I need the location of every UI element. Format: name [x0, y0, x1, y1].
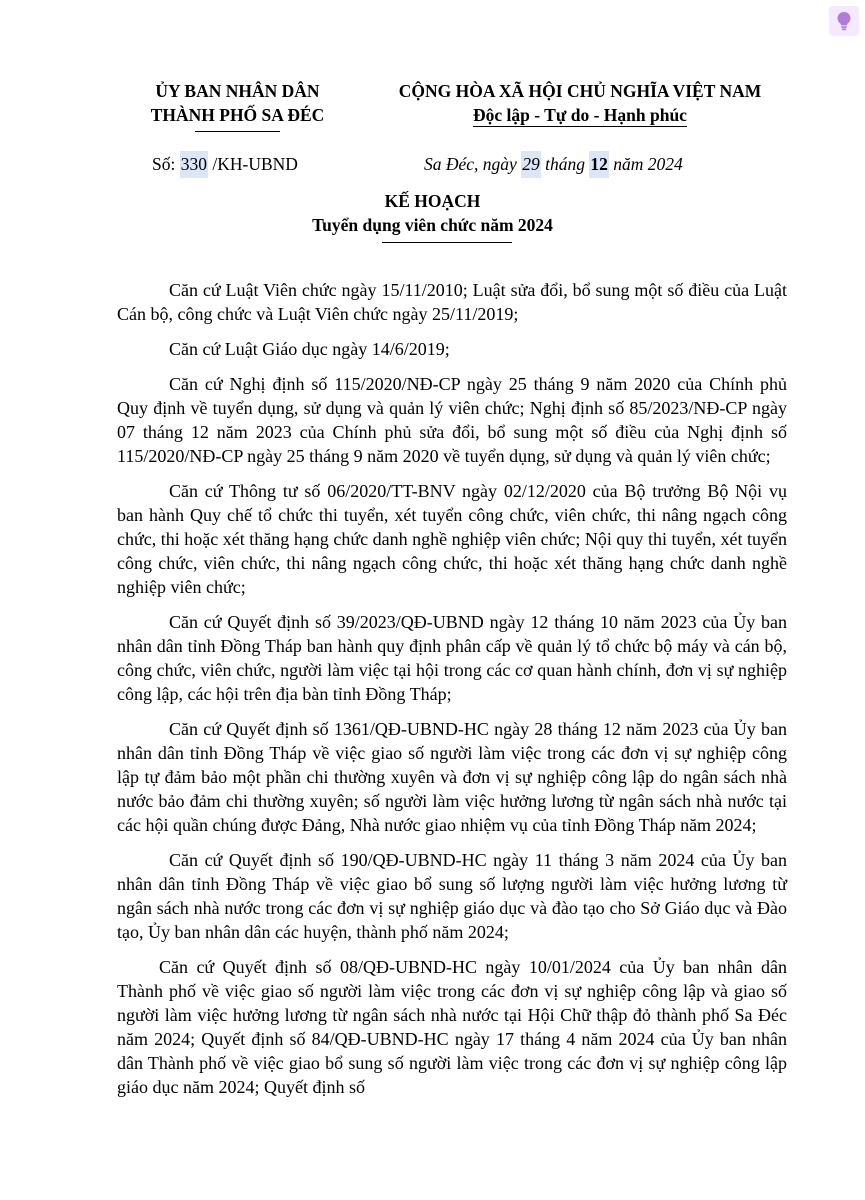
nation-name: CỘNG HÒA XÃ HỘI CHỦ NGHĨA VIỆT NAM [398, 81, 762, 101]
doc-number-suffix: /KH-UBND [207, 154, 298, 174]
doc-number-value: 330 [180, 151, 208, 178]
lightbulb-button[interactable] [829, 6, 859, 36]
legal-basis-paragraph: Căn cứ Quyết định số 39/2023/QĐ-UBND ngày 12 tháng 10 năm 2023 của Ủy ban nhân dân tỉnh Đồng Tháp ban hành quy định phân cấp về quản lý tổ chức bộ máy và cán bộ, công chức, viên chức, người làm việc tại hội trong các cơ quan hành chính, đơn vị sự nghiệp công lập, các hội trên địa bàn tỉnh Đồng Tháp; [117, 612, 787, 704]
legal-basis-paragraph: Căn cứ Quyết định số 1361/QĐ-UBND-HC ngày 28 tháng 12 năm 2023 của Ủy ban nhân dân tỉnh Đồng Tháp về việc giao số người làm việc trong các đơn vị sự nghiệp công lập tự đảm bảo một phần chi thường xuyên và đơn vị sự nghiệp công lập do ngân sách nhà nước bảo đảm chi thường xuyên; số người làm việc hưởng lương từ ngân sách nhà nước tại các hội quần chúng được Đảng, Nhà nước giao nhiệm vụ của tỉnh Đồng Tháp năm 2024; [117, 719, 787, 835]
legal-basis-paragraph: Căn cứ Luật Viên chức ngày 15/11/2010; Luật sửa đổi, bổ sung một số điều của Luật Cán bộ, công chức và Luật Viên chức ngày 25/11/2019; [117, 280, 787, 324]
agency-underline [195, 131, 280, 132]
legal-basis-paragraph: Căn cứ Nghị định số 115/2020/NĐ-CP ngày 25 tháng 9 năm 2020 của Chính phủ Quy định về tuyển dụng, sử dụng và quản lý viên chức; Nghị định số 85/2023/NĐ-CP ngày 07 tháng 12 năm 2023 của Chính phủ sửa đổi, bổ sung một số điều của Nghị định số 115/2020/NĐ-CP ngày 25 tháng 9 năm 2020 về tuyển dụng, sử dụng và quản lý viên chức; [117, 374, 787, 466]
agency-line-2: THÀNH PHỐ SA ĐÉC [150, 105, 325, 125]
issuing-agency [130, 79, 345, 127]
document-body [117, 278, 787, 1110]
legal-basis-paragraph: Căn cứ Thông tư số 06/2020/TT-BNV ngày 02/12/2020 của Bộ trưởng Bộ Nội vụ ban hành Quy chế tổ chức thi tuyển, xét tuyển công chức, viên chức, thi nâng ngạch công chức, thi hoặc xét thăng hạng chức danh nghề nghiệp viên chức; Nội quy thi tuyển, xét tuyển công chức, viên chức, thi nâng ngạch công chức, thi hoặc xét thăng hạng chức danh nghề nghiệp viên chức; [117, 481, 787, 597]
legal-basis-paragraph: Căn cứ Luật Giáo dục ngày 14/6/2019; [169, 339, 450, 359]
legal-basis-paragraph: Căn cứ Quyết định số 08/QĐ-UBND-HC ngày 10/01/2024 của Ủy ban nhân dân Thành phố về việc giao số người làm việc trong các đơn vị sự nghiệp công lập và giao số người làm việc hưởng lương từ ngân sách nhà nước tại Hội Chữ thập đỏ thành phố Sa Đéc năm 2024; Quyết định số 84/QĐ-UBND-HC ngày 17 tháng 4 năm 2024 của Ủy ban nhân dân Thành phố về việc giao bổ sung số người làm việc trong các đơn vị sự nghiệp công lập giáo dục năm 2024; Quyết định số [117, 957, 787, 1097]
title-underline [382, 242, 512, 243]
document-title: KẾ HOẠCH [384, 191, 481, 211]
date-year: năm 2024 [608, 154, 683, 174]
doc-number-prefix: Số: [152, 154, 180, 174]
lightbulb-icon [836, 11, 852, 31]
agency-line-1: ỦY BAN NHÂN DÂN [155, 81, 320, 101]
document-subtitle: Tuyển dụng viên chức năm 2024 [312, 215, 553, 235]
national-header [368, 79, 792, 127]
document-number [152, 152, 298, 176]
date-month: 12 [589, 151, 609, 178]
national-motto: Độc lập - Tự do - Hạnh phúc [473, 105, 687, 125]
legal-basis-paragraph: Căn cứ Quyết định số 190/QĐ-UBND-HC ngày 11 tháng 3 năm 2024 của Ủy ban nhân dân tỉnh Đồng Tháp về việc giao bổ sung số lượng người làm việc hưởng lương từ ngân sách nhà nước trong các đơn vị sự nghiệp giáo dục và đào tạo cho Sở Giáo dục và Đào tạo, Ủy ban nhân dân các huyện, thành phố năm 2024; [117, 850, 787, 942]
document-date [424, 152, 683, 176]
date-place-prefix: Sa Đéc, ngày [424, 154, 522, 174]
date-day: 29 [521, 151, 541, 178]
date-month-label: tháng [540, 154, 590, 174]
